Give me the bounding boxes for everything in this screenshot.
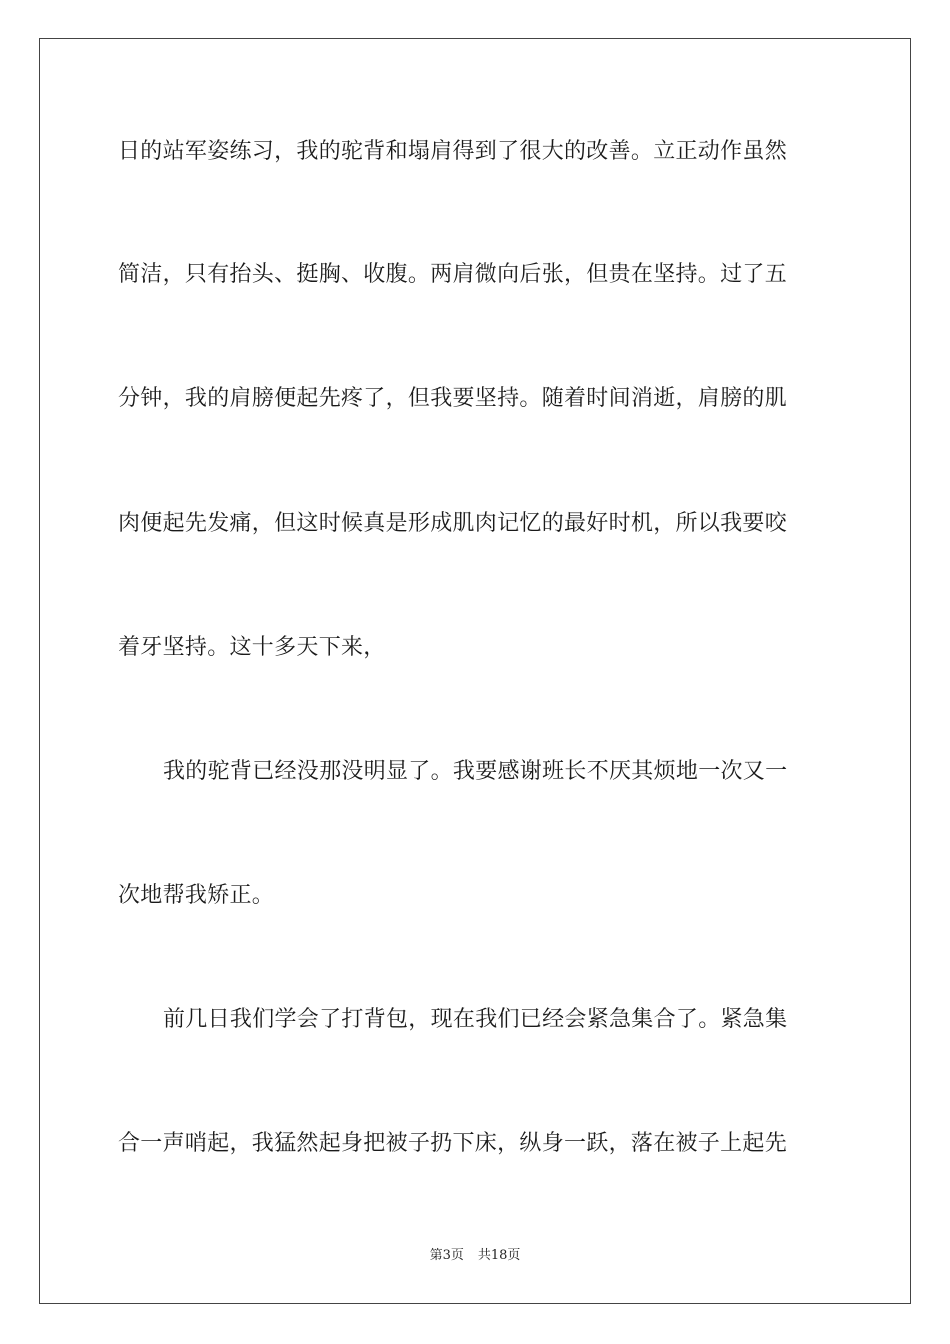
text-line-9: 合一声哨起，我猛然起身把被子扔下床，纵身一跃，落在被子上起先 [118, 1131, 788, 1156]
text-line-4: 肉便起先发痛，但这时候真是形成肌肉记忆的最好时机，所以我要咬 [118, 511, 788, 536]
page-total: 共18页 [477, 1248, 521, 1263]
text-line-1: 日的站军姿练习，我的驼背和塌肩得到了很大的改善。立正动作虽然 [118, 139, 788, 164]
text-line-2: 简洁，只有抬头、挺胸、收腹。两肩微向后张，但贵在坚持。过了五 [118, 262, 788, 287]
text-line-8: 前几日我们学会了打背包，现在我们已经会紧急集合了。紧急集 [163, 1007, 788, 1032]
text-line-3: 分钟，我的肩膀便起先疼了，但我要坚持。随着时间消逝，肩膀的肌 [118, 386, 788, 411]
page-border [39, 38, 911, 1304]
text-line-6: 我的驼背已经没那没明显了。我要感谢班长不厌其烦地一次又一 [163, 759, 788, 784]
text-line-7: 次地帮我矫正。 [118, 883, 275, 908]
page-footer [0, 1247, 950, 1265]
text-line-5: 着牙坚持。这十多天下来， [118, 635, 386, 660]
page-number: 第3页 [429, 1248, 464, 1263]
